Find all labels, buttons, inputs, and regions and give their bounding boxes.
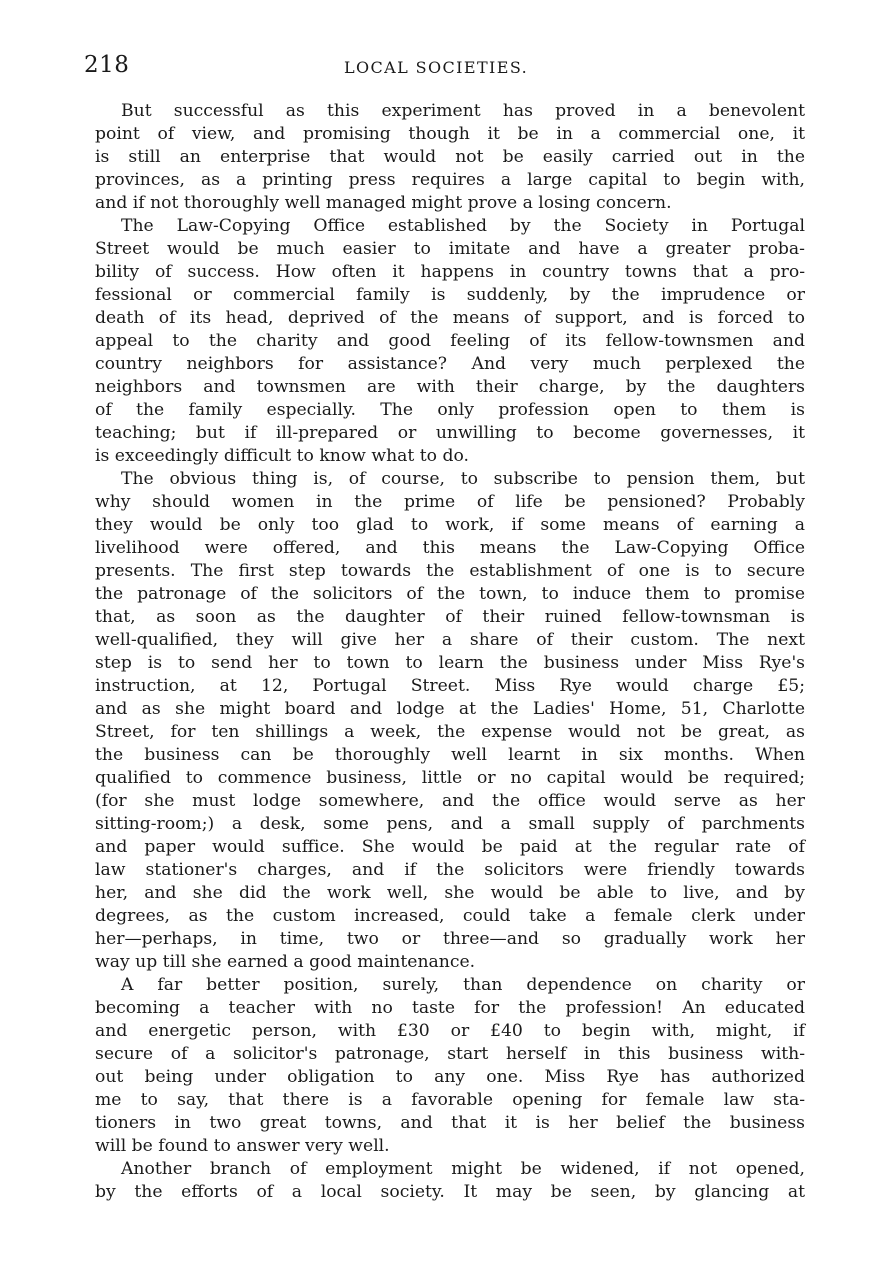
- text-line: and paper would suffice. She would be paid at the regular rate of: [95, 837, 805, 857]
- text-line: A far better position, surely, than dependence on charity or: [121, 975, 805, 995]
- text-line: fessional or commercial family is suddenly, by the imprudence or: [95, 285, 805, 305]
- text-line: death of its head, deprived of the means of support, and is forced to: [95, 308, 805, 328]
- text-line: the business can be thoroughly well learnt in six months. When: [95, 745, 805, 765]
- text-line: presents. The first step towards the establishment of one is to secure: [95, 561, 805, 581]
- text-line: The Law-Copying Office established by the Society in Portugal: [121, 216, 805, 236]
- text-line: Another branch of employment might be widened, if not opened,: [121, 1159, 805, 1179]
- text-line: Street, for ten shillings a week, the expense would not be great, as: [95, 722, 805, 742]
- paragraph: [95, 100, 805, 215]
- text-line: her, and she did the work well, she would be able to live, and by: [95, 883, 805, 903]
- text-line: country neighbors for assistance? And very much perplexed the: [95, 354, 805, 374]
- text-line: becoming a teacher with no taste for the profession! An educated: [95, 998, 805, 1018]
- text-line: that, as soon as the daughter of their ruined fellow-townsman is: [95, 607, 805, 627]
- paragraph: [95, 468, 805, 974]
- page-number: 218: [84, 52, 130, 78]
- page-header: [84, 52, 819, 82]
- text-line: will be found to answer very well.: [95, 1136, 390, 1156]
- running-title: LOCAL SOCIETIES.: [344, 58, 529, 77]
- text-line: (for she must lodge somewhere, and the office would serve as her: [95, 791, 805, 811]
- text-line: by the efforts of a local society. It may be seen, by glancing at: [95, 1182, 805, 1202]
- text-line: why should women in the prime of life be pensioned? Probably: [95, 492, 805, 512]
- text-line: me to say, that there is a favorable opening for female law sta-: [95, 1090, 805, 1110]
- text-line: instruction, at 12, Portugal Street. Miss Rye would charge £5;: [95, 676, 805, 696]
- text-line: secure of a solicitor's patronage, start herself in this business with-: [95, 1044, 805, 1064]
- text-line: is still an enterprise that would not be easily carried out in the: [95, 147, 805, 167]
- text-line: sitting-room;) a desk, some pens, and a small supply of parchments: [95, 814, 805, 834]
- text-line: qualified to commence business, little or no capital would be required;: [95, 768, 805, 788]
- text-line: out being under obligation to any one. Miss Rye has authorized: [95, 1067, 805, 1087]
- text-line: degrees, as the custom increased, could take a female clerk under: [95, 906, 805, 926]
- text-line: way up till she earned a good maintenance.: [95, 952, 476, 972]
- text-line: is exceedingly difficult to know what to do.: [95, 446, 469, 466]
- text-line: and if not thoroughly well managed might prove a losing concern.: [95, 193, 672, 213]
- text-line: provinces, as a printing press requires a large capital to begin with,: [95, 170, 805, 190]
- text-line: they would be only too glad to work, if some means of earning a: [95, 515, 805, 535]
- text-line: and energetic person, with £30 or £40 to begin with, might, if: [95, 1021, 805, 1041]
- paragraph: [95, 1158, 805, 1204]
- text-line: of the family especially. The only profession open to them is: [95, 400, 805, 420]
- text-line: the patronage of the solicitors of the town, to induce them to promise: [95, 584, 805, 604]
- text-line: law stationer's charges, and if the solicitors were friendly towards: [95, 860, 805, 880]
- text-line: and as she might board and lodge at the Ladies' Home, 51, Charlotte: [95, 699, 805, 719]
- text-line: step is to send her to town to learn the business under Miss Rye's: [95, 653, 805, 673]
- text-line: point of view, and promising though it be in a commercial one, it: [95, 124, 805, 144]
- text-line: neighbors and townsmen are with their charge, by the daughters: [95, 377, 805, 397]
- text-line: Street would be much easier to imitate and have a greater proba-: [95, 239, 805, 259]
- text-line: her—perhaps, in time, two or three—and so gradually work her: [95, 929, 805, 949]
- text-line: livelihood were offered, and this means the Law-Copying Office: [95, 538, 805, 558]
- text-line: bility of success. How often it happens in country towns that a pro-: [95, 262, 805, 282]
- text-line: tioners in two great towns, and that it is her belief the business: [95, 1113, 805, 1133]
- paragraph: [95, 974, 805, 1158]
- text-line: teaching; but if ill-prepared or unwilling to become governesses, it: [95, 423, 805, 443]
- text-line: appeal to the charity and good feeling of its fellow-townsmen and: [95, 331, 805, 351]
- body-text: [95, 100, 805, 1204]
- text-line: But successful as this experiment has proved in a benevolent: [121, 101, 805, 121]
- paragraph: [95, 215, 805, 468]
- text-line: The obvious thing is, of course, to subscribe to pension them, but: [121, 469, 805, 489]
- text-line: well-qualified, they will give her a share of their custom. The next: [95, 630, 805, 650]
